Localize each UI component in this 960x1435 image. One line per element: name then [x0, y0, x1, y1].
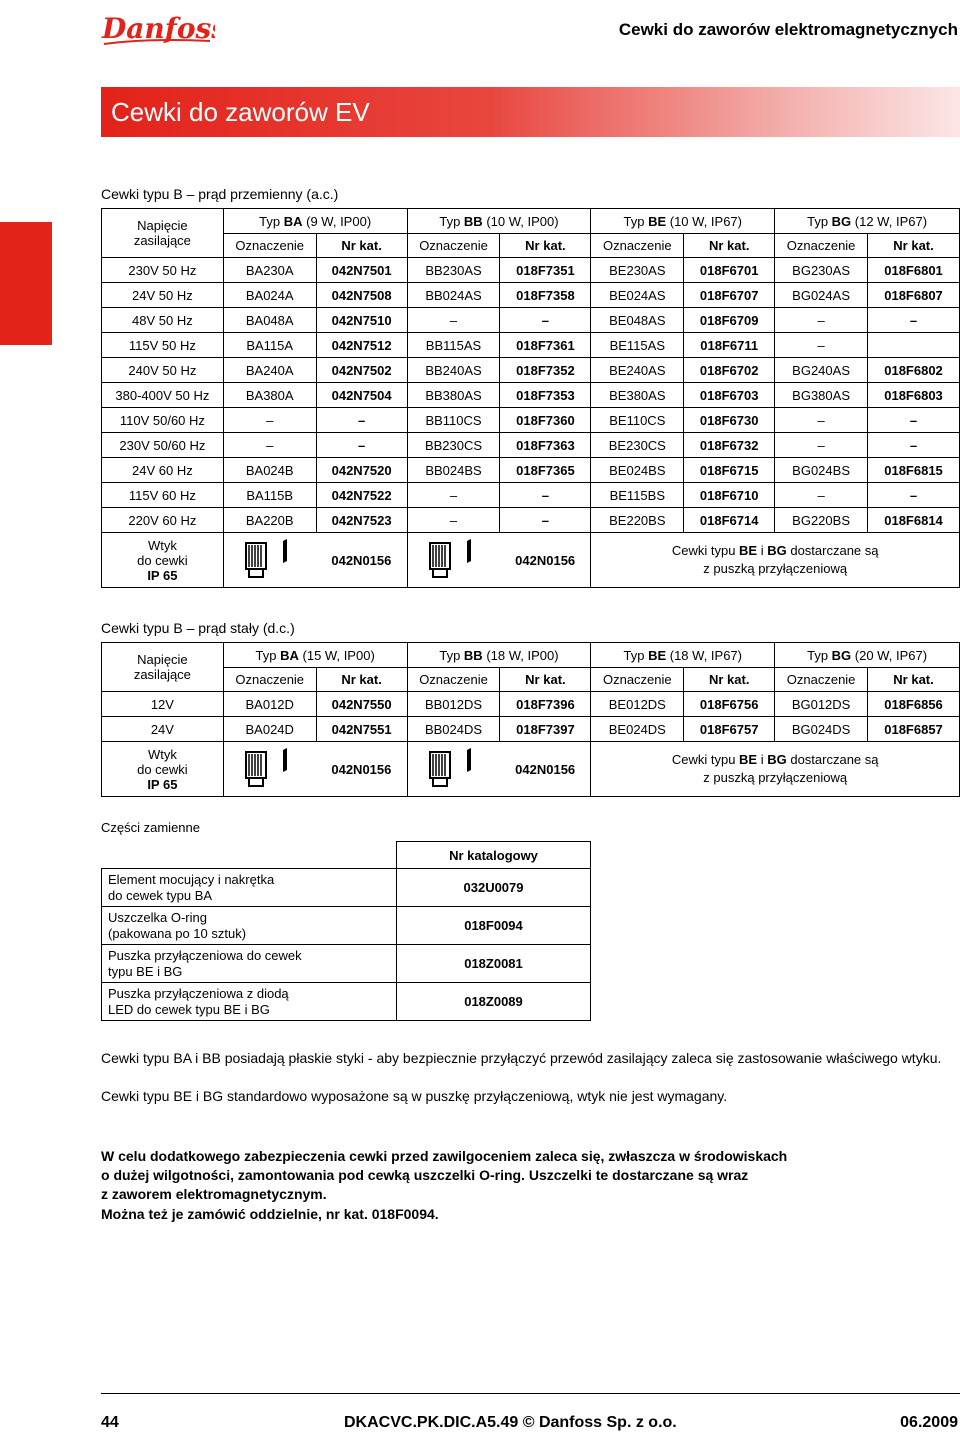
- catalog-cell: 018F6707: [684, 283, 775, 308]
- designation-cell: BE012DS: [591, 692, 684, 717]
- catalog-cell: 018F6711: [684, 333, 775, 358]
- designation-cell: BG240AS: [775, 358, 868, 383]
- spare-part-name: Puszka przyłączeniowa do cewek typu BE i BG: [102, 945, 397, 983]
- col-designation: Oznaczenie: [223, 668, 316, 692]
- designation-cell: BB230AS: [407, 258, 500, 283]
- designation-cell: BB380AS: [407, 383, 500, 408]
- designation-cell: BA024B: [223, 458, 316, 483]
- voltage-cell: 115V 60 Hz: [102, 483, 224, 508]
- side-tab-marker: [0, 222, 52, 345]
- catalog-cell: 018F6757: [684, 717, 775, 742]
- designation-cell: BE024AS: [591, 283, 684, 308]
- catalog-cell: 018F6756: [684, 692, 775, 717]
- catalog-cell: –: [500, 308, 591, 333]
- designation-cell: BE048AS: [591, 308, 684, 333]
- catalog-cell: 018F6815: [868, 458, 960, 483]
- col-catalog: Nr kat.: [500, 234, 591, 258]
- designation-cell: BA115B: [223, 483, 316, 508]
- designation-cell: BB240AS: [407, 358, 500, 383]
- voltage-cell: 380-400V 50 Hz: [102, 383, 224, 408]
- designation-cell: –: [407, 308, 500, 333]
- designation-cell: BG024DS: [775, 717, 868, 742]
- table-row: [102, 283, 960, 308]
- plug-be-bg-note: Cewki typu BE i BG dostarczane są z puszką przyłączeniową: [591, 742, 960, 797]
- voltage-header: Napięcie zasilające: [102, 209, 224, 258]
- catalog-cell: 018F6856: [868, 692, 960, 717]
- spares-empty-corner: [102, 842, 397, 869]
- plug-be-bg-note: Cewki typu BE i BG dostarczane są z puszką przyłączeniową: [591, 533, 960, 588]
- spare-part-code: 032U0079: [397, 869, 591, 907]
- designation-cell: –: [407, 483, 500, 508]
- designation-cell: BG230AS: [775, 258, 868, 283]
- catalog-cell: 042N7520: [316, 458, 407, 483]
- warning-line-1: W celu dodatkowego zabezpieczenia cewki przed zawilgoceniem zaleca się, zwłaszcza w środowiskach: [101, 1148, 788, 1164]
- catalog-cell: 018F6857: [868, 717, 960, 742]
- plug-ba-catalog: 042N0156: [316, 533, 407, 588]
- catalog-cell: 018F6702: [684, 358, 775, 383]
- designation-cell: BA024D: [223, 717, 316, 742]
- designation-cell: BB024DS: [407, 717, 500, 742]
- ac-caption: Cewki typu B – prąd przemienny (a.c.): [101, 186, 339, 202]
- voltage-cell: 24V 50 Hz: [102, 283, 224, 308]
- type-header-bg: Typ BG (12 W, IP67): [775, 209, 960, 234]
- spares-row: [102, 869, 591, 907]
- spares-table: [101, 841, 591, 1021]
- col-catalog: Nr kat.: [868, 668, 960, 692]
- catalog-cell: –: [868, 408, 960, 433]
- catalog-cell: –: [500, 483, 591, 508]
- designation-cell: –: [407, 508, 500, 533]
- catalog-cell: 042N7523: [316, 508, 407, 533]
- plug-icon-cell: [223, 533, 316, 588]
- designation-cell: –: [223, 433, 316, 458]
- catalog-cell: 018F6703: [684, 383, 775, 408]
- table-row: [102, 692, 960, 717]
- catalog-cell: 018F6807: [868, 283, 960, 308]
- spares-row: [102, 983, 591, 1021]
- catalog-cell: 018F7363: [500, 433, 591, 458]
- type-header-bg: Typ BG (20 W, IP67): [775, 643, 960, 668]
- voltage-header: Napięcie zasilające: [102, 643, 224, 692]
- catalog-cell: 018F6710: [684, 483, 775, 508]
- catalog-cell: 042N7510: [316, 308, 407, 333]
- catalog-cell: –: [500, 508, 591, 533]
- note-paragraph-1: Cewki typu BA i BB posiadają płaskie styki - aby bezpiecznie przyłączyć przewód zasilający zaleca się zastosowanie właściwego wtyku.: [101, 1050, 942, 1066]
- plug-bb-catalog: 042N0156: [500, 533, 591, 588]
- designation-cell: BB230CS: [407, 433, 500, 458]
- catalog-cell: 018F6732: [684, 433, 775, 458]
- spares-row: [102, 945, 591, 983]
- col-catalog: Nr kat.: [684, 234, 775, 258]
- col-designation: Oznaczenie: [407, 668, 500, 692]
- col-designation: Oznaczenie: [775, 234, 868, 258]
- catalog-cell: 018F7397: [500, 717, 591, 742]
- designation-cell: BA115A: [223, 333, 316, 358]
- voltage-cell: 48V 50 Hz: [102, 308, 224, 333]
- col-catalog: Nr kat.: [684, 668, 775, 692]
- catalog-cell: 018F7351: [500, 258, 591, 283]
- designation-cell: BA024A: [223, 283, 316, 308]
- warning-line-3: z zaworem elektromagnetycznym.: [101, 1186, 327, 1202]
- designation-cell: BG024AS: [775, 283, 868, 308]
- designation-cell: BE024DS: [591, 717, 684, 742]
- catalog-cell: 042N7504: [316, 383, 407, 408]
- catalog-cell: 042N7512: [316, 333, 407, 358]
- svg-text:Danfoss: Danfoss: [102, 12, 215, 45]
- voltage-cell: 24V: [102, 717, 224, 742]
- table-row: [102, 308, 960, 333]
- type-header-bb: Typ BB (18 W, IP00): [407, 643, 591, 668]
- col-catalog: Nr kat.: [500, 668, 591, 692]
- voltage-cell: 110V 50/60 Hz: [102, 408, 224, 433]
- catalog-cell: 018F6730: [684, 408, 775, 433]
- table-row: [102, 458, 960, 483]
- designation-cell: BA048A: [223, 308, 316, 333]
- catalog-cell: 018F6803: [868, 383, 960, 408]
- plug-icon: [240, 746, 300, 793]
- plug-icon-cell: [223, 742, 316, 797]
- designation-cell: BB024BS: [407, 458, 500, 483]
- section-banner: [101, 87, 960, 137]
- catalog-cell: [868, 333, 960, 358]
- catalog-cell: 018F6714: [684, 508, 775, 533]
- designation-cell: BE115AS: [591, 333, 684, 358]
- table-row: [102, 508, 960, 533]
- catalog-cell: 018F7353: [500, 383, 591, 408]
- warning-line-4: Można też je zamówić oddzielnie, nr kat. 018F0094.: [101, 1206, 439, 1222]
- footer-divider: [101, 1393, 960, 1394]
- catalog-cell: 018F6801: [868, 258, 960, 283]
- catalog-cell: 018F7360: [500, 408, 591, 433]
- plug-label: Wtyk do cewki IP 65: [102, 742, 224, 797]
- voltage-cell: 230V 50/60 Hz: [102, 433, 224, 458]
- catalog-cell: –: [316, 433, 407, 458]
- designation-cell: BB024AS: [407, 283, 500, 308]
- designation-cell: –: [775, 333, 868, 358]
- voltage-cell: 115V 50 Hz: [102, 333, 224, 358]
- page-number: 44: [101, 1414, 119, 1431]
- plug-icon: [240, 537, 300, 584]
- designation-cell: BB115AS: [407, 333, 500, 358]
- designation-cell: –: [775, 408, 868, 433]
- designation-cell: BA240A: [223, 358, 316, 383]
- voltage-cell: 24V 60 Hz: [102, 458, 224, 483]
- designation-cell: BA380A: [223, 383, 316, 408]
- catalog-cell: 042N7551: [316, 717, 407, 742]
- catalog-cell: 018F6814: [868, 508, 960, 533]
- spares-caption: Części zamienne: [101, 820, 200, 835]
- designation-cell: –: [223, 408, 316, 433]
- document-date: 06.2009: [900, 1414, 958, 1431]
- plug-ba-catalog: 042N0156: [316, 742, 407, 797]
- table-row: [102, 717, 960, 742]
- type-header-bb: Typ BB (10 W, IP00): [407, 209, 591, 234]
- plug-icon-cell: [407, 533, 500, 588]
- designation-cell: BE230AS: [591, 258, 684, 283]
- dc-caption: Cewki typu B – prąd stały (d.c.): [101, 620, 295, 636]
- designation-cell: BA012D: [223, 692, 316, 717]
- document-code: DKACVC.PK.DIC.A5.49 © Danfoss Sp. z o.o.: [344, 1414, 677, 1431]
- plug-label: Wtyk do cewki IP 65: [102, 533, 224, 588]
- designation-cell: BE230CS: [591, 433, 684, 458]
- voltage-cell: 240V 50 Hz: [102, 358, 224, 383]
- designation-cell: BG380AS: [775, 383, 868, 408]
- type-header-ba: Typ BA (9 W, IP00): [223, 209, 407, 234]
- col-designation: Oznaczenie: [407, 234, 500, 258]
- table-row: [102, 358, 960, 383]
- catalog-cell: –: [868, 308, 960, 333]
- catalog-cell: 018F7358: [500, 283, 591, 308]
- catalog-cell: 018F6709: [684, 308, 775, 333]
- ac-coil-table: [101, 208, 960, 588]
- plug-icon: [424, 746, 484, 793]
- plug-icon: [424, 537, 484, 584]
- table-row: [102, 333, 960, 358]
- catalog-cell: 042N7502: [316, 358, 407, 383]
- designation-cell: BA230A: [223, 258, 316, 283]
- designation-cell: BE024BS: [591, 458, 684, 483]
- note-paragraph-2: Cewki typu BE i BG standardowo wyposażone są w puszkę przyłączeniową, wtyk nie jest wymagany.: [101, 1088, 728, 1104]
- designation-cell: –: [775, 433, 868, 458]
- header-title: Cewki do zaworów elektromagnetycznych: [618, 20, 958, 39]
- table-row: [102, 483, 960, 508]
- table-row: [102, 383, 960, 408]
- plug-icon-cell: [407, 742, 500, 797]
- catalog-cell: 018F7365: [500, 458, 591, 483]
- designation-cell: BG024BS: [775, 458, 868, 483]
- col-designation: Oznaczenie: [591, 668, 684, 692]
- spare-part-name: Puszka przyłączeniowa z diodą LED do cewek typu BE i BG: [102, 983, 397, 1021]
- col-catalog: Nr kat.: [316, 668, 407, 692]
- designation-cell: BG012DS: [775, 692, 868, 717]
- spare-part-code: 018Z0089: [397, 983, 591, 1021]
- catalog-cell: 042N7550: [316, 692, 407, 717]
- catalog-cell: 042N7501: [316, 258, 407, 283]
- plug-bb-catalog: 042N0156: [500, 742, 591, 797]
- col-catalog: Nr kat.: [316, 234, 407, 258]
- danfoss-logo: [100, 8, 215, 50]
- catalog-cell: 018F6701: [684, 258, 775, 283]
- col-designation: Oznaczenie: [775, 668, 868, 692]
- spares-row: [102, 907, 591, 945]
- voltage-cell: 230V 50 Hz: [102, 258, 224, 283]
- voltage-cell: 220V 60 Hz: [102, 508, 224, 533]
- designation-cell: BB110CS: [407, 408, 500, 433]
- designation-cell: BB012DS: [407, 692, 500, 717]
- designation-cell: BG220BS: [775, 508, 868, 533]
- col-designation: Oznaczenie: [591, 234, 684, 258]
- catalog-cell: 042N7508: [316, 283, 407, 308]
- catalog-cell: 042N7522: [316, 483, 407, 508]
- designation-cell: –: [775, 483, 868, 508]
- catalog-cell: 018F6802: [868, 358, 960, 383]
- catalog-cell: –: [868, 483, 960, 508]
- designation-cell: BE220BS: [591, 508, 684, 533]
- col-designation: Oznaczenie: [223, 234, 316, 258]
- spares-header: Nr katalogowy: [397, 842, 591, 869]
- designation-cell: BE240AS: [591, 358, 684, 383]
- table-row: [102, 408, 960, 433]
- designation-cell: BE115BS: [591, 483, 684, 508]
- designation-cell: BA220B: [223, 508, 316, 533]
- type-header-be: Typ BE (18 W, IP67): [591, 643, 775, 668]
- catalog-cell: 018F7396: [500, 692, 591, 717]
- warning-line-2: o dużej wilgotności, zamontowania pod cewką uszczelki O-ring. Uszczelki te dostarczane są wraz: [101, 1167, 749, 1183]
- banner-title: Cewki do zaworów EV: [111, 97, 370, 127]
- plug-row: [102, 742, 960, 797]
- spare-part-code: 018F0094: [397, 907, 591, 945]
- col-catalog: Nr kat.: [868, 234, 960, 258]
- dc-coil-table: [101, 642, 960, 797]
- catalog-cell: –: [868, 433, 960, 458]
- type-header-be: Typ BE (10 W, IP67): [591, 209, 775, 234]
- designation-cell: –: [775, 308, 868, 333]
- designation-cell: BE110CS: [591, 408, 684, 433]
- catalog-cell: 018F6715: [684, 458, 775, 483]
- voltage-cell: 12V: [102, 692, 224, 717]
- spare-part-name: Element mocujący i nakrętka do cewek typu BA: [102, 869, 397, 907]
- plug-row: [102, 533, 960, 588]
- spare-part-name: Uszczelka O-ring (pakowana po 10 sztuk): [102, 907, 397, 945]
- catalog-cell: –: [316, 408, 407, 433]
- spare-part-code: 018Z0081: [397, 945, 591, 983]
- type-header-ba: Typ BA (15 W, IP00): [223, 643, 407, 668]
- catalog-cell: 018F7361: [500, 333, 591, 358]
- table-row: [102, 258, 960, 283]
- table-row: [102, 433, 960, 458]
- designation-cell: BE380AS: [591, 383, 684, 408]
- catalog-cell: 018F7352: [500, 358, 591, 383]
